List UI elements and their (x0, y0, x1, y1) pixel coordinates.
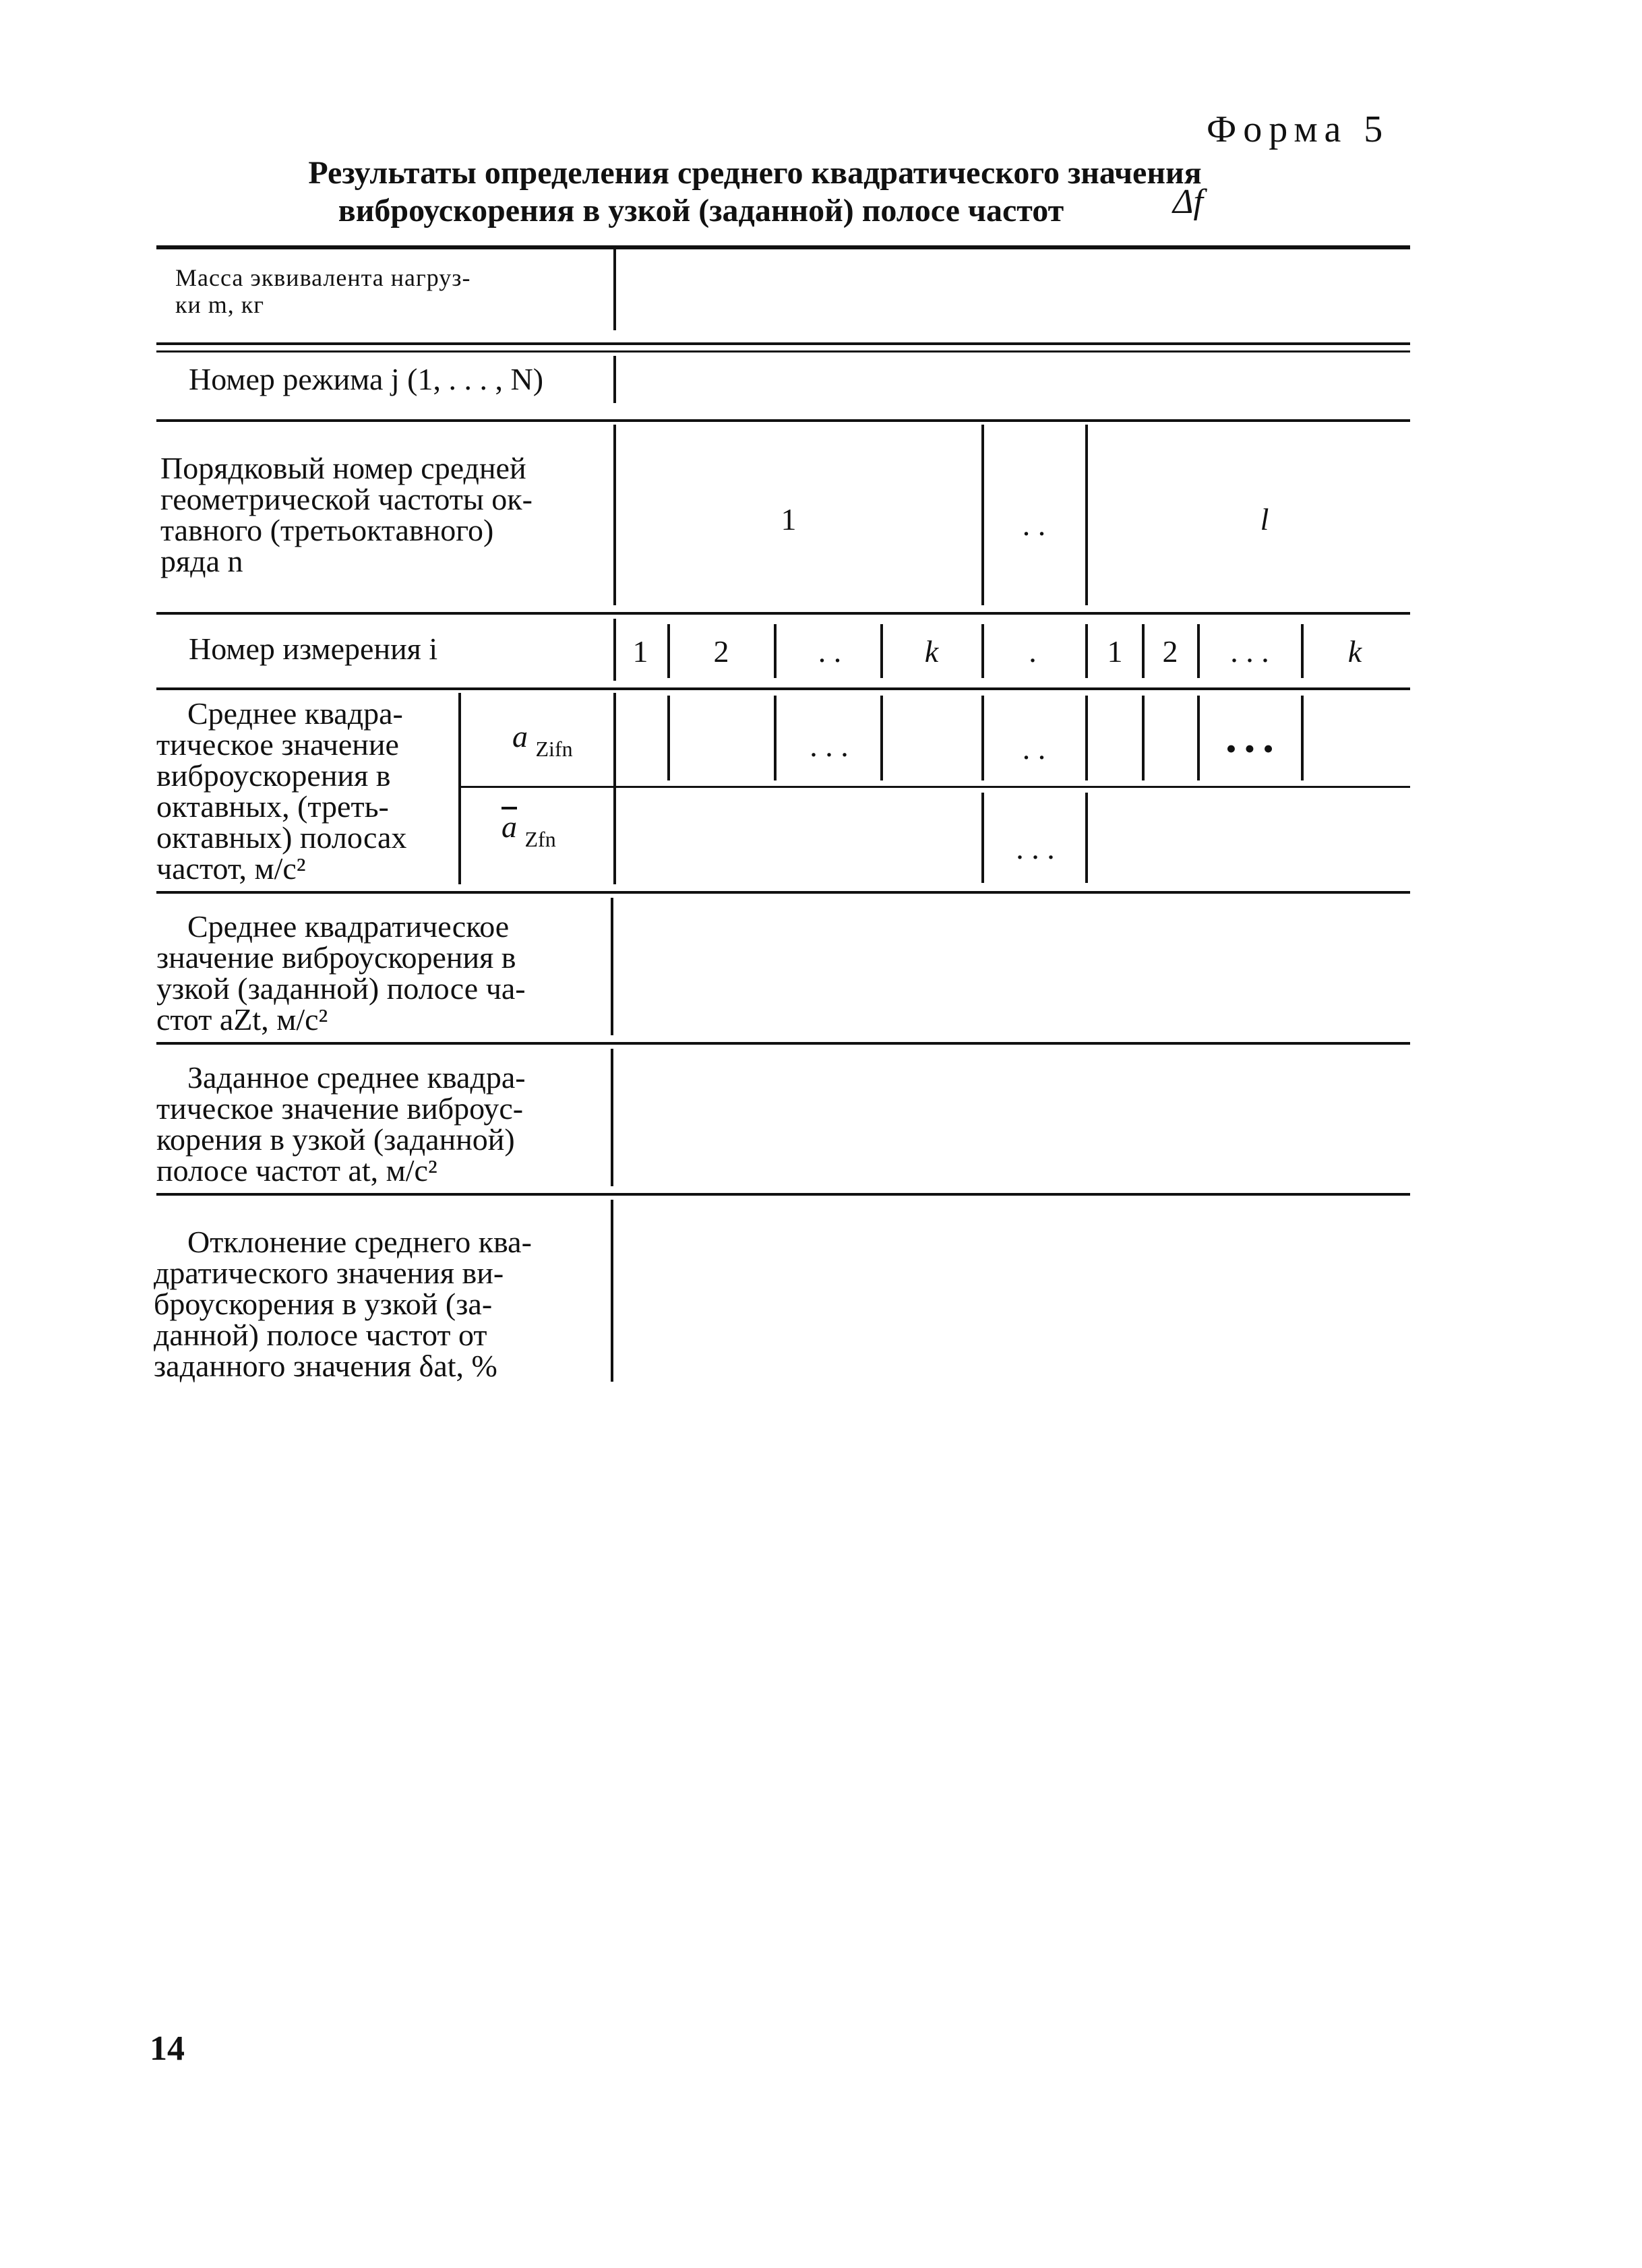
mass-label-line1: Масса эквивалента нагруз- (175, 264, 471, 291)
rule-after-mass-double (156, 350, 1410, 353)
mass-label-line2: ки m, кг (175, 291, 265, 318)
rule-after-mode (156, 419, 1410, 422)
oct1-divider-d (981, 696, 984, 780)
freq-dots: . . (1022, 508, 1046, 542)
deviation-line3: броускорения в узкой (за- (154, 1287, 493, 1321)
meas-dots-b: . . . (1230, 634, 1269, 669)
rms-octave-label (156, 698, 446, 884)
divider-order (613, 425, 616, 605)
divider-mass (613, 249, 616, 330)
page-number: 14 (150, 2029, 185, 2068)
meas-divider-h (1301, 624, 1304, 678)
oct1-divider-h (1301, 696, 1304, 780)
meas-divider-f (1142, 624, 1145, 678)
rule-after-measure (156, 687, 1410, 690)
oct2-dots: . . . (1016, 831, 1055, 865)
order-label-line3: тавного (третьоктавного) (160, 513, 494, 547)
delta-f-symbol: Δf (1173, 183, 1203, 221)
deviation-line4: данной) полосе частот от (154, 1318, 487, 1352)
symbol-a-zifn-sub: Zifn (535, 737, 573, 761)
rms-narrow-line2: значение виброускорения в (156, 940, 516, 975)
rms-narrow-label (156, 911, 595, 1035)
rule-after-order (156, 612, 1410, 615)
deviation-line2: дратического значения ви- (154, 1256, 504, 1290)
divider-mode (613, 356, 616, 403)
rms-octave-line4: октавных, (треть- (156, 789, 389, 824)
meas-divider-c (880, 624, 883, 678)
divider-given (611, 1049, 613, 1186)
rms-narrow-line3: узкой (заданной) полосе ча- (156, 971, 526, 1006)
rms-octave-line5: октавных) полосах (156, 820, 407, 855)
meas-2b: 2 (1162, 634, 1178, 669)
symbol-a-bar-zfn (501, 809, 556, 851)
meas-1: 1 (632, 634, 648, 669)
divider-deviation (611, 1200, 613, 1382)
symbol-a-zifn (512, 718, 573, 761)
given-rms-line4: полосе частот at, м/с² (156, 1153, 437, 1188)
rule-mid-octave (458, 786, 1410, 788)
divider-narrow (611, 898, 613, 1035)
order-label-line2: геометрической частоты ок- (160, 482, 533, 516)
table-title-line2: виброускорения в узкой (заданной) полосе частот (338, 193, 1064, 228)
oct1-dots-a: . . . (810, 729, 849, 763)
order-label-line1: Порядковый номер средней (160, 451, 526, 485)
order-label (160, 453, 592, 577)
mode-label: Номер режима j (1, . . . , N) (189, 362, 544, 396)
given-rms-label (156, 1062, 588, 1186)
mass-label (175, 264, 580, 318)
oct1-divider-f (1142, 696, 1145, 780)
deviation-label (154, 1227, 585, 1382)
meas-kb: k (1347, 634, 1362, 669)
divider-measure (613, 619, 616, 681)
table-top-rule (156, 245, 1410, 249)
oct1-divider-a (667, 696, 670, 780)
order-label-line4: ряда n (160, 544, 243, 578)
symbol-a-bar-main: $\overline{a}$ (501, 809, 517, 844)
rms-octave-line2: тическое значение (156, 727, 399, 762)
form-label: Форма 5 (1207, 109, 1390, 150)
meas-divider-b (774, 624, 777, 678)
deviation-line5: заданного значения δat, % (154, 1349, 497, 1383)
oct2-divider-a (981, 793, 984, 883)
meas-divider-a (667, 624, 670, 678)
meas-divider-e (1085, 624, 1088, 678)
symbol-a-zifn-main: a (512, 719, 528, 754)
rule-after-octave (156, 891, 1410, 894)
measure-label: Номер измерения i (189, 632, 438, 666)
symbol-a-bar-sub: Zfn (524, 827, 556, 851)
order-divider-2 (1085, 425, 1088, 605)
rule-after-given (156, 1193, 1410, 1196)
order-divider-1 (981, 425, 984, 605)
freq-first: 1 (781, 502, 797, 537)
meas-1b: 1 (1107, 634, 1123, 669)
rule-after-narrow (156, 1042, 1410, 1045)
meas-k: k (924, 634, 939, 669)
meas-divider-g (1197, 624, 1200, 678)
divider-octave (613, 693, 616, 884)
freq-last: l (1260, 502, 1269, 537)
oct1-divider-b (774, 696, 777, 780)
oct1-divider-g (1197, 696, 1200, 780)
rms-octave-line3: виброускорения в (156, 758, 391, 793)
deviation-line1: Отклонение среднего ква- (187, 1225, 532, 1259)
meas-divider-d (981, 624, 984, 678)
table-title-line1: Результаты определения среднего квадратического значения (308, 155, 1202, 191)
oct2-divider-b (1085, 793, 1088, 883)
meas-2: 2 (713, 634, 729, 669)
rms-narrow-line4: стот aZt, м/с² (156, 1002, 328, 1037)
rule-after-mass (156, 342, 1410, 345)
given-rms-line3: корения в узкой (заданной) (156, 1122, 515, 1157)
given-rms-line2: тическое значение виброус- (156, 1091, 524, 1126)
octave-sublabel-divider (458, 693, 461, 884)
meas-mid-dot: . (1029, 634, 1037, 669)
rms-narrow-line1: Среднее квадратическое (187, 909, 510, 944)
given-rms-line1: Заданное среднее квадра- (187, 1060, 526, 1095)
rms-octave-line1: Среднее квадра- (187, 696, 403, 731)
oct1-dots-c: • • • (1225, 731, 1274, 766)
oct1-dots-b: . . (1022, 731, 1046, 766)
meas-dots: . . (818, 634, 842, 669)
oct1-divider-c (880, 696, 883, 780)
oct1-divider-e (1085, 696, 1088, 780)
rms-octave-line6: частот, м/с² (156, 851, 306, 886)
